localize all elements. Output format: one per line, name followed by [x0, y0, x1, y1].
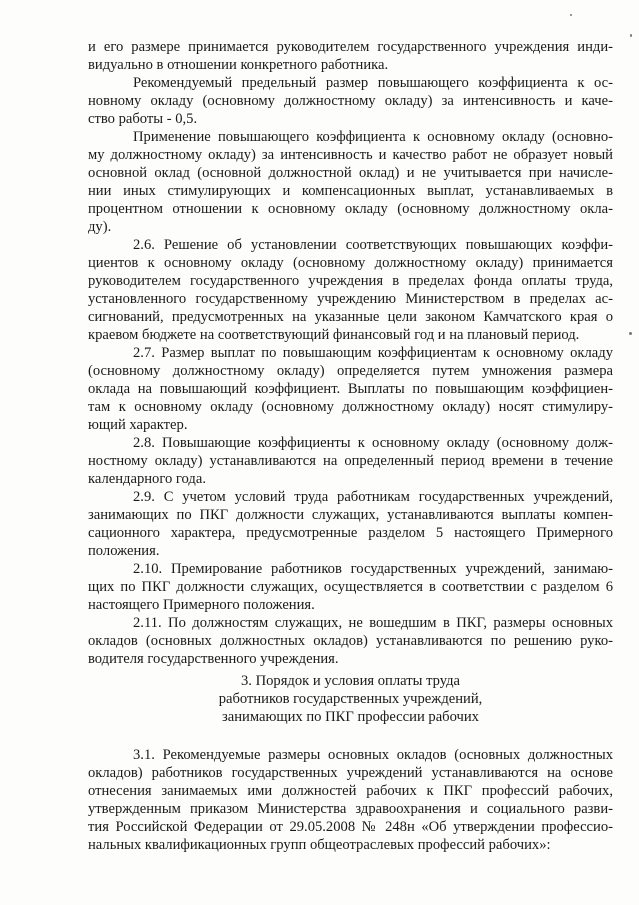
text-line: му должностному окладу) за интенсивность и качество работ не образует новый	[88, 147, 613, 163]
scan-speck	[629, 332, 632, 335]
text-line: видуально в отношении конкретного работника.	[88, 57, 389, 73]
text-line: (основному должностному окладу) определяется путем умножения размера	[88, 363, 613, 379]
text-line: 3.1. Рекомендуемые размеры основных окладов (основных должностных	[133, 747, 613, 763]
text-line: настоящего Примерного положения.	[88, 597, 315, 613]
section-heading-line: 3. Порядок и условия оплаты труда	[240, 673, 461, 689]
text-line: отнесения занимаемых ими должностей рабочих к ПКГ профессий рабочих,	[88, 783, 613, 799]
text-line: новному окладу (основному должностному окладу) за интенсивность и каче-	[88, 93, 613, 109]
text-line: щих по ПКГ должности служащих, осуществляется в соответствии с разделом 6	[88, 579, 613, 595]
text-line: и его размере принимается руководителем государственного учреждения инди-	[88, 39, 613, 55]
scan-speck	[630, 34, 632, 37]
section-heading-line: работников государственных учреждений,	[218, 691, 483, 707]
text-line: процентном отношении к основному окладу (основному должностному окла-	[88, 201, 613, 217]
text-line: тия Российской Федерации от 29.05.2008 № 248н «Об утверждении профессио-	[88, 819, 613, 835]
text-line: окладов (основных должностных окладов) устанавливаются по решению руко-	[88, 633, 613, 649]
text-line: основной оклад (основной должностной оклад) и не учитывается при начисле-	[88, 165, 613, 181]
text-line: занимающих по ПКГ должности служащих, устанавливаются выплаты компен-	[88, 507, 613, 523]
text-line: сационного характера, предусмотренные разделом 5 настоящего Примерного	[88, 525, 613, 541]
text-line: краевом бюджете на соответствующий финансовый год и на плановый период.	[88, 327, 580, 343]
text-line: установленного государственному учреждению Министерством в пределах ас-	[88, 291, 613, 307]
text-line: 2.8. Повышающие коэффициенты к основному окладу (основному долж-	[133, 435, 613, 451]
text-line: положения.	[88, 543, 160, 559]
text-line: нии иных стимулирующих и компенсационных выплат, устанавливаемых в	[88, 183, 613, 199]
text-line: циентов к основному окладу (основному должностному окладу) принимается	[88, 255, 613, 271]
text-line: 2.11. По должностям служащих, не вошедшим в ПКГ, размеры основных	[133, 615, 613, 631]
text-line: утвержденным приказом Министерства здравоохранения и социального разви-	[88, 801, 613, 817]
text-line: сигнований, предусмотренных на указанные цели законом Камчатского края о	[88, 309, 613, 325]
text-line: Рекомендуемый предельный размер повышающего коэффициента к ос-	[133, 75, 613, 91]
text-line: оклада на повышающий коэффициент. Выплаты по повышающим коэффициен-	[88, 381, 613, 397]
text-line: ду).	[88, 219, 112, 235]
scan-speck	[570, 14, 572, 16]
text-line: там к основному окладу (основному должностному окладу) носят стимулиру-	[88, 399, 613, 415]
text-line: нальных квалификационных групп общеотраслевых профессий рабочих»:	[88, 837, 551, 853]
text-line: календарного года.	[88, 471, 206, 487]
text-line: окладов) работников государственных учреждений устанавливаются на основе	[88, 765, 613, 781]
text-line: 2.9. С учетом условий труда работникам государственных учреждений,	[133, 489, 613, 505]
text-line: ностному окладу) устанавливаются на определенный период времени в течение	[88, 453, 613, 469]
section-heading-line: занимающих по ПКГ профессии рабочих	[222, 709, 479, 725]
text-line: 2.6. Решение об установлении соответствующих повышающих коэффи-	[133, 237, 613, 253]
text-line: руководителем государственного учреждения в пределах фонда оплаты труда,	[88, 273, 613, 289]
text-line: водителя государственного учреждения.	[88, 651, 339, 667]
text-line: 2.10. Премирование работников государственных учреждений, занимаю-	[133, 561, 613, 577]
text-line: 2.7. Размер выплат по повышающим коэффициентам к основному окладу	[133, 345, 613, 361]
text-line: ство работы - 0,5.	[88, 111, 198, 127]
text-line: ющий характер.	[88, 417, 188, 433]
text-line: Применение повышающего коэффициента к основному окладу (основно-	[133, 129, 613, 145]
